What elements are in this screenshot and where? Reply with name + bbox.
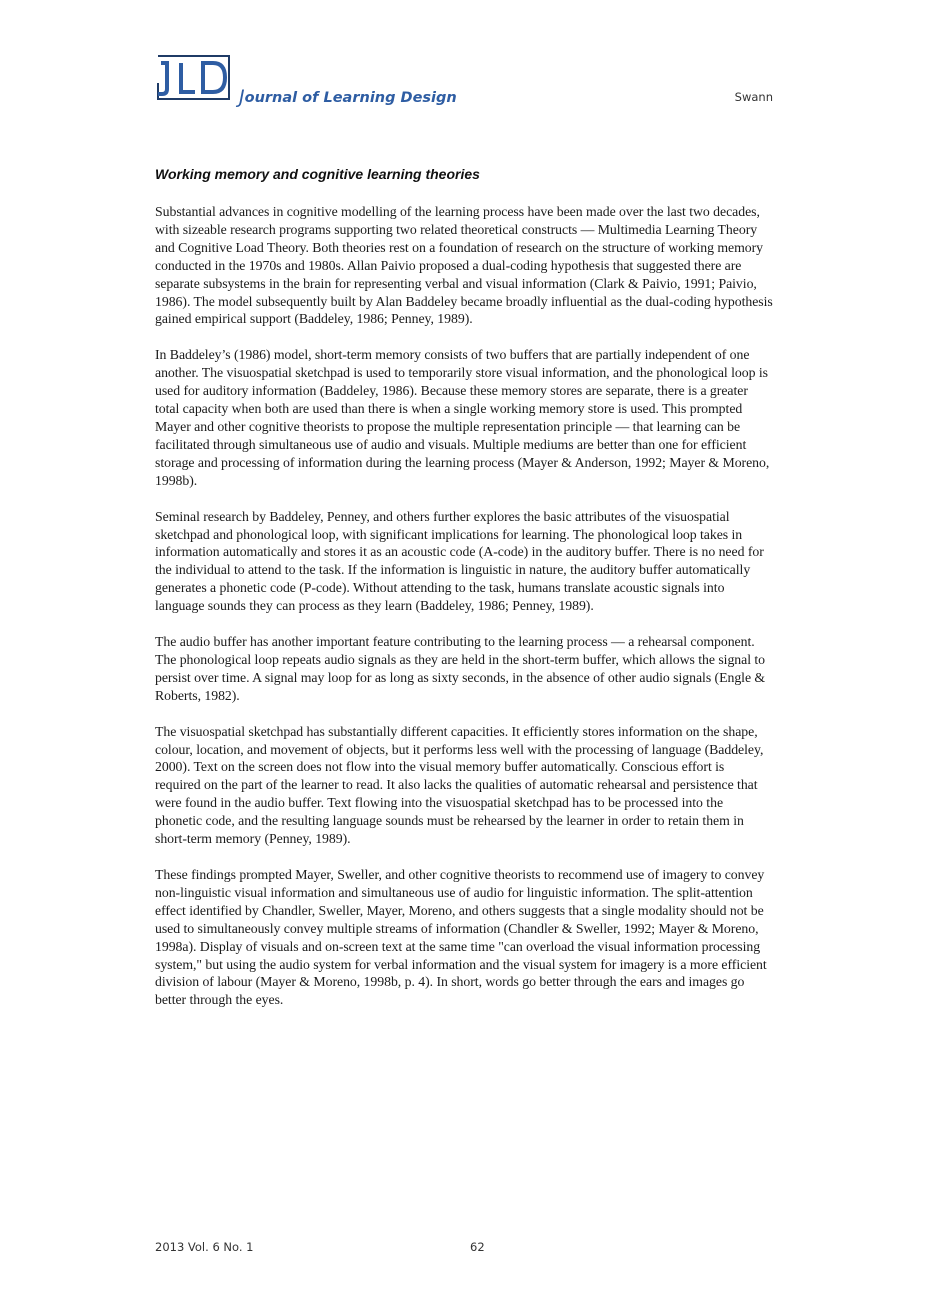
jld-logo-mark	[155, 55, 231, 101]
paragraph-3: Seminal research by Baddeley, Penney, and others further explores the basic attributes of the visuospatial sketchpad and phonological loop, with significant implications for learning. The phonological loop takes in information automatically and stores it as an acoustic code (A-code) in the auditory buffer. There is no need for the individual to attend to the task. If the information is linguistic in nature, the auditory buffer automatically generates a phonetic code (P-code). Without attending to the task, humans translate acoustic signals into language sounds they can process as they learn (Baddeley, 1986; Penney, 1989).	[155, 508, 764, 614]
section-heading: Working memory and cognitive learning theories	[155, 166, 480, 182]
jld-logo-text: JLD	[155, 55, 157, 56]
page-number: 62	[470, 1240, 485, 1254]
running-head-author: Swann	[734, 90, 773, 104]
page-header	[155, 55, 773, 108]
issue-info: 2013 Vol. 6 No. 1	[155, 1240, 254, 1254]
paragraph-1: Substantial advances in cognitive modelling of the learning process have been made over the last two decades, with sizeable research programs supporting two related theoretical constructs — Multimedia Learning Theory and Cognitive Load Theory. Both theories rest on a foundation of research on the structure of working memory conducted in the 1970s and 1980s. Allan Paivio proposed a dual-coding hypothesis that suggested there are separate subsystems in the brain for representing verbal and visual information (Clark & Paivio, 1991; Paivio, 1986). The model subsequently built by Alan Baddeley became broadly influential as the dual-coding hypothesis gained empirical support (Baddeley, 1986; Penney, 1989).	[155, 204, 773, 327]
journal-title-initial: J	[239, 86, 245, 108]
journal-title	[239, 85, 457, 107]
paragraph-5: The visuospatial sketchpad has substantially different capacities. It efficiently stores information on the shape, colour, location, and movement of objects, but it performs less well with the processing of language (Baddeley, 2000). Text on the screen does not flow into the visual memory buffer automatically. Conscious effort is required on the part of the learner to read. It also lacks the qualities of automatic rehearsal and persistence that were found in the audio buffer. Text flowing into the visuospatial sketchpad has to be processed into the phonetic code, and the resulting language sounds must be rehearsed by the learner in order to retain them in short-term memory (Penney, 1989).	[155, 723, 764, 847]
paragraph-6: These findings prompted Mayer, Sweller, and other cognitive theorists to recommend use of imagery to convey non-linguistic visual information and simultaneous use of audio for linguistic information. The split-attention effect identified by Chandler, Sweller, Mayer, Moreno, and others suggests that a single modality should not be used to simultaneously convey multiple streams of information (Chandler & Sweller, 1992; Mayer & Moreno, 1998a). Display of visuals and on-screen text at the same time "can overload the visual information processing system," but using the audio system for verbal information and the visual system for imagery is a more efficient division of labour (Mayer & Moreno, 1998b, p. 4). In short, words go better through the ears and images go better through the eyes.	[155, 867, 767, 1008]
paragraph-2: In Baddeley’s (1986) model, short-term memory consists of two buffers that are partially independent of one another. The visuospatial sketchpad is used to temporarily store visual information, and the phonological loop is used for auditory information (Baddeley, 1986). Because these memory stores are separate, there is a greater total capacity when both are used than there is when a single working memory store is used. This prompted Mayer and other cognitive theorists to propose the multiple representation principle — that learning can be facilitated through simultaneous use of audio and visuals. Multiple mediums are better than one for efficient storage and processing of information during the learning process (Mayer & Anderson, 1992; Mayer & Moreno, 1998b).	[155, 347, 770, 488]
article-body	[155, 165, 773, 1027]
journal-title-rest: ournal of Learning Design	[244, 90, 457, 106]
jld-logo	[155, 55, 231, 101]
paragraph-4: The audio buffer has another important feature contributing to the learning process — a rehearsal component. The phonological loop repeats audio signals as they are held in the short-term buffer, which allows the signal to persist over time. A signal may loop for as long as sixty seconds, in the absence of other audio signals (Engle & Roberts, 1982).	[155, 634, 766, 703]
